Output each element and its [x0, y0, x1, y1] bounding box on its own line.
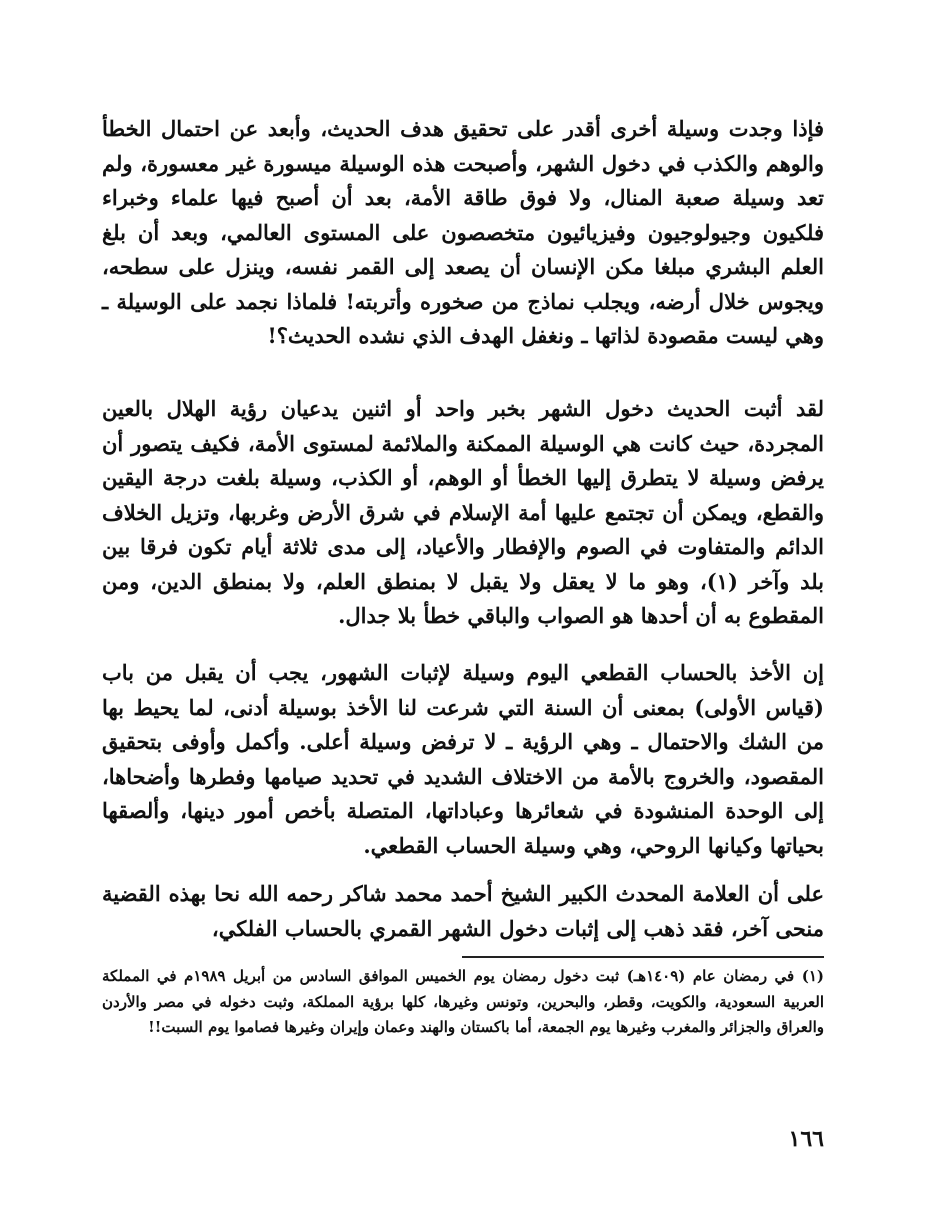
paragraph-4: على أن العلامة المحدث الكبير الشيخ أحمد محمد شاكر رحمه الله نحا بهذه القضية منحى آخر، فقد ذهب إلى إثبات دخول الشهر القمري بالحساب الفلكي، — [102, 881, 824, 941]
paragraph-3: إن الأخذ بالحساب القطعي اليوم وسيلة لإثبات الشهور، يجب أن يقبل من باب (قياس الأولى) بمعنى أن السنة التي شرعت لنا الأخذ بوسيلة أدنى، لما يحيط بها من الشك والاحتمال ـ وهي الرؤية ـ لا ترفض وسيلة أعلى. وأكمل وأوفى بتحقيق المقصود، والخروج بالأمة من الاختلاف الشديد في تحديد صيامها وفطرها وأضحاها، إلى الوحدة المنشودة في شعائرها وعباداتها، المتصلة بأخص أمور دينها، وألصقها بحياتها وكيانها الروحي، وهي وسيلة الحساب القطعي. — [102, 660, 824, 858]
footnote: (١) في رمضان عام (١٤٠٩هـ) ثبت دخول رمضان يوم الخميس الموافق السادس من أبريل ١٩٨٩م في المملكة العربية السعودية، والكويت، وقطر، والبحرين، وتونس وغيرها، كلها برؤية المملكة، وثبت دخوله في مصر والأردن والعراق والجزائر والمغرب وغيرها يوم الجمعة، أما باكستان والهند وعمان وإيران وغيرها فصاموا يوم السبت!! — [102, 967, 824, 1036]
page-number: ١٦٦ — [788, 1126, 824, 1152]
paragraph-2: لقد أثبت الحديث دخول الشهر بخبر واحد أو اثنين يدعيان رؤية الهلال بالعين المجردة، حيث كانت هي الوسيلة الممكنة والملائمة لمستوى الأمة، فكيف يتصور أن يرفض وسيلة لا يتطرق إليها الخطأ أو الوهم، أو الكذب، وسيلة بلغت درجة اليقين والقطع، ويمكن أن تجتمع عليها أمة الإسلام في شرق الأرض وغربها، وتزيل الخلاف الدائم والمتفاوت في الصوم والإفطار والأعياد، إلى مدى ثلاثة أيام تكون فرقا بين بلد وآخر (١)، وهو ما لا يعقل ولا يقبل لا بمنطق العلم، ولا بمنطق الدين، ومن المقطوع به أن أحدها هو الصواب والباقي خطأ بلا جدال. — [102, 396, 824, 628]
paragraph-1: فإذا وجدت وسيلة أخرى أقدر على تحقيق هدف الحديث، وأبعد عن احتمال الخطأ والوهم والكذب في دخول الشهر، وأصبحت هذه الوسيلة ميسورة غير معسورة، ولم تعد وسيلة صعبة المنال، ولا فوق طاقة الأمة، بعد أن أصبح فيها علماء وخبراء فلكيون وجيولوجيون وفيزيائيون متخصصون على المستوى العالمي، وبعد أن بلغ العلم البشري مبلغا مكن الإنسان أن يصعد إلى القمر نفسه، وينزل على سطحه، ويجوس خلال أرضه، ويجلب نماذج من صخوره وأتربته! فلماذا نجمد على الوسيلة ـ وهي ليست مقصودة لذاتها ـ ونغفل الهدف الذي نشده الحديث؟! — [102, 116, 824, 348]
footnote-divider — [462, 956, 824, 958]
